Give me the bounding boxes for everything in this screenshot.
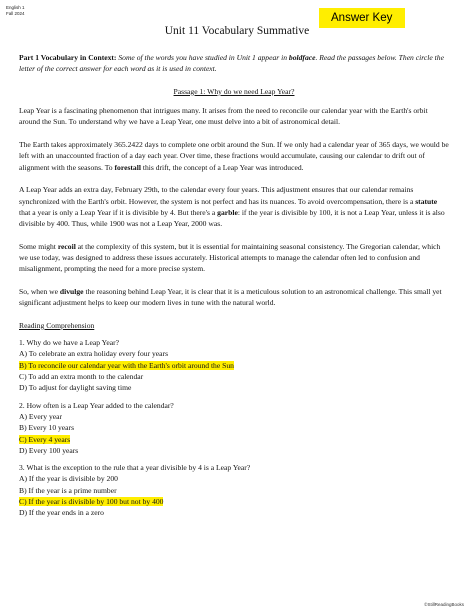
paragraph-2 <box>19 139 449 173</box>
question-2 <box>19 400 449 456</box>
answer-option-correct[interactable]: B) To reconcile our calendar year with the Earth's orbit around the Sun <box>19 360 234 370</box>
paragraph-5 <box>19 286 449 309</box>
paragraph-1 <box>19 105 449 128</box>
course-label <box>6 5 25 16</box>
vocab-word: recoil <box>57 241 76 251</box>
question-text: 2. How often is a Leap Year added to the calendar? <box>19 400 174 410</box>
answer-option[interactable]: A) If the year is divisible by 200 <box>19 474 118 484</box>
instructions-text-1: Some of the words you have studied in Unit 1 appear in <box>116 53 289 62</box>
question-3 <box>19 462 449 518</box>
term-label: Fall 2024 <box>6 10 25 16</box>
vocab-word: divulge <box>59 286 84 296</box>
question-1 <box>19 337 449 393</box>
vocab-word: statute <box>415 196 438 206</box>
course-name: English 1 <box>6 5 25 10</box>
answer-option[interactable]: D) If the year ends in a zero <box>19 508 104 518</box>
answer-option[interactable]: B) If the year is a prime number <box>19 485 117 495</box>
paragraph-text: So, when we <box>19 286 60 296</box>
instructions <box>19 52 449 75</box>
answer-option[interactable]: D) Every 100 years <box>19 445 79 455</box>
answer-key-label: Answer Key <box>319 8 405 28</box>
passage-title: Passage 1: Why do we need Leap Year? <box>173 86 295 96</box>
answer-option[interactable]: A) Every year <box>19 411 63 421</box>
question-text: 3. What is the exception to the rule that a year divisible by 4 is a Leap Year? <box>19 463 251 473</box>
paragraph-text: : if the year is divisible by 100, it is not a Leap Year, unless it is also divisible by 400. Thus, while 1900 was not a Leap Year, 2000 was. <box>19 207 445 229</box>
paragraph-text: this drift, the concept of a Leap Year was introduced. <box>140 162 304 172</box>
paragraph-text: Some might <box>19 241 58 251</box>
answer-option[interactable]: D) To adjust for daylight saving time <box>19 383 132 393</box>
reading-comprehension-title: Reading Comprehension <box>19 320 95 330</box>
answer-option[interactable]: C) To add an extra month to the calendar <box>19 372 144 382</box>
instructions-label: Part 1 Vocabulary in Context: <box>19 53 117 62</box>
instructions-boldface: boldface <box>288 53 316 62</box>
answer-option-correct[interactable]: C) Every 4 years <box>19 434 71 444</box>
paragraph-text: at the complexity of this system, but it is essential for maintaining seasonal consistency. The Gregorian calendar, which we use today, was designed to address these issues accurately. Historical attempts to manage the calendar often led to confusion and misalignment, prompting the need for a more precise system. <box>19 241 441 274</box>
paragraph-3 <box>19 184 449 229</box>
answer-option-correct[interactable]: C) If the year is divisible by 100 but not by 400 <box>19 496 164 506</box>
footer-credit: ©StillReadingBooks <box>424 602 464 607</box>
answer-option[interactable]: B) Every 10 years <box>19 423 75 433</box>
answer-option[interactable]: A) To celebrate an extra holiday every four years <box>19 349 169 359</box>
vocab-word: garble <box>217 207 238 217</box>
paragraph-text: that a year is only a Leap Year if it is divisible by 4. But there's a <box>19 207 218 217</box>
paragraph-text: A Leap Year adds an extra day, February 29th, to the calendar every four years. This adjustment ensures that our calendar remains synchronized with the Earth's orbit. However, the system is not perfect and has its nuances. To avoid overcompensation, there is a <box>19 185 416 206</box>
document-body <box>19 52 449 525</box>
question-text: 1. Why do we have a Leap Year? <box>19 338 120 348</box>
paragraph-text: the reasoning behind Leap Year, it is clear that it is a meticulous solution to an astronomical challenge. This small yet significant adjustment helps to keep our modern lives in tune with the natural world. <box>19 286 442 308</box>
vocab-word: forestall <box>114 162 141 172</box>
paragraph-text: Leap Year is a fascinating phenomenon that intrigues many. It arises from the need to reconcile our calendar year with the Earth's orbit around the Sun. To understand why we have a Leap Year, one must delve into a bit of astronomical detail. <box>19 106 428 127</box>
instructions-text-2: . Read the passages below. Then circle the letter of the correct answer for each word as it is used in context. <box>19 53 444 74</box>
paragraph-4 <box>19 241 449 275</box>
page-title: Unit 11 Vocabulary Summative <box>164 25 310 37</box>
paragraph-text: The Earth takes approximately 365.2422 days to complete one orbit around the Sun. If we only had a calendar year of 365 days, we would be left with an unaccounted fraction of a day each year. Over time, these fractions would accumulate, causing our calendar to drift out of alignment with the seasons. To <box>19 140 449 172</box>
